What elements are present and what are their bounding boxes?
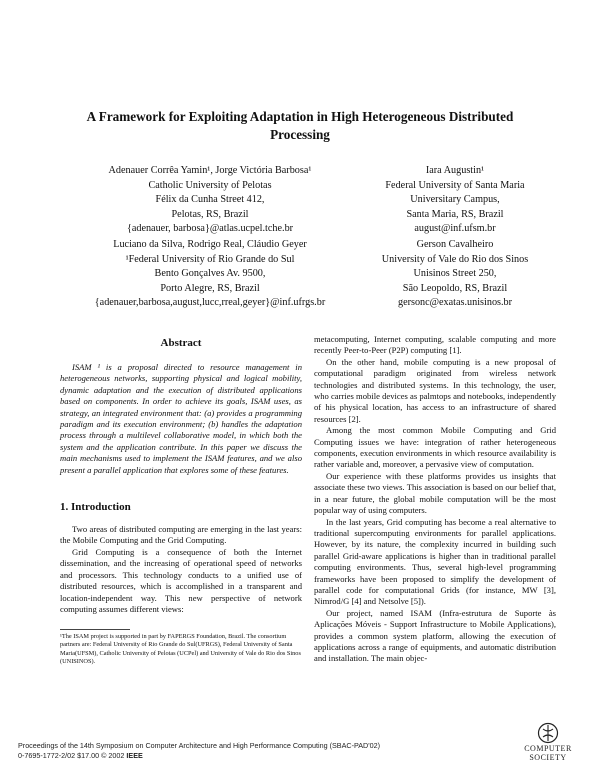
- right-column: [314, 334, 556, 665]
- author-names: Iara Augustin¹: [425, 165, 485, 176]
- proceedings-footer: [18, 741, 380, 761]
- ieee-computer-society-logo-icon: [537, 722, 559, 744]
- author-address: Bento Gonçalves Av. 9500,: [154, 268, 266, 279]
- author-names: Luciano da Silva, Rodrigo Real, Cláudio Geyer: [113, 239, 307, 250]
- author-block-ucpel: [52, 164, 368, 237]
- footer-ieee: IEEE: [126, 751, 143, 760]
- author-names: Gerson Cavalheiro: [416, 239, 494, 250]
- author-email: gersonc@exatas.unisinos.br: [397, 297, 513, 308]
- footnote-divider: [60, 629, 130, 630]
- logo-text-society: SOCIETY: [529, 753, 567, 762]
- author-address: Universitary Campus,: [410, 194, 500, 205]
- intro-paragraph: Grid Computing is a consequence of both the Internet dissemination, and the increasing of operational speed of networks and processors. This technology conducts to a unified use of distributed resources, which is accomplished in a transparent and location-independent way. This new perspective of network computing assumes different views:: [60, 546, 302, 614]
- body-paragraph: In the last years, Grid computing has become a real alternative to traditional supercomputing environments for parallel applications. However, by its nature, the complexity incurred in building such parallel Grid-aware applications is higher than in traditional parallel computing environments. Thus, several high-level programming frameworks have been proposed to simplify the development of parallel code for computational Grids (for instance, MW [3], Nimrod/G [4] and Netsolve [5]).: [314, 516, 556, 607]
- body-paragraph: On the other hand, mobile computing is a new proposal of computational paradigm originated from wireless network technologies and distributed systems. In this technology, the user, who carries mobile devices as palmtops and notebooks, independently of his physical location, has access to an infrastructure of shared resources [2].: [314, 356, 556, 424]
- author-email: {adenauer, barbosa}@atlas.ucpel.tche.br: [126, 223, 294, 234]
- footer-proceedings: Proceedings of the 14th Symposium on Computer Architecture and High Performance Computing (SBAC-PAD'02): [18, 741, 380, 750]
- introduction-heading: 1. Introduction: [60, 501, 131, 514]
- logo-text-computer: COMPUTER: [524, 744, 572, 753]
- author-block-ufsm: [350, 164, 560, 237]
- abstract-text: ISAM ¹ is a proposal directed to resource management in heterogeneous networks, supporting physical and logical mobility, dynamic adaptation and the execution of distributed applications based on components. In order to achieve its goals, ISAM uses, as strategy, an integrated environment that: (a) provides a programming paradigm and its execution environment; (b) handles the adaptation process through a multilevel collaborative model, in which both the system and the application contribute. In this paper we discuss the main mechanisms used to implement the ISAM features, and we also present a parallel application that explores some of these features.: [60, 362, 302, 475]
- body-paragraph: Our experience with these platforms provides us insights that associate these two views. This association is based on our belief that, in a near future, the global mobile computation will be the most popular way of using computers.: [314, 470, 556, 516]
- author-city: Porto Alegre, RS, Brazil: [160, 282, 260, 294]
- author-affiliation: Federal University of Santa Maria: [385, 179, 525, 191]
- author-address: Unisinos Street 250,: [413, 268, 497, 279]
- author-city: São Leopoldo, RS, Brazil: [402, 282, 508, 294]
- abstract-heading: Abstract: [160, 337, 202, 349]
- footer-isbn: 0-7695-1772-2/02 $17.00 © 2002: [18, 751, 127, 760]
- author-affiliation: University of Vale do Rio dos Sinos: [381, 253, 529, 265]
- computer-society-logo: [508, 722, 588, 770]
- intro-paragraph: Two areas of distributed computing are emerging in the last years: the Mobile Computing and the Grid Computing.: [60, 524, 302, 546]
- body-paragraph: Among the most common Mobile Computing and Grid Computing issues we have: integration of rather heterogeneous components, execution environments in which resource availability is rather variable and, moreover, a pervasive view of computation.: [314, 425, 556, 470]
- author-block-ufrgs: [52, 238, 368, 311]
- footer-copyright: [18, 751, 380, 761]
- author-names: Adenauer Corrêa Yamin¹, Jorge Victória Barbosa¹: [108, 165, 312, 176]
- author-city: Pelotas, RS, Brazil: [171, 208, 249, 220]
- author-email: {adenauer,barbosa,august,lucc,rreal,geyer}@inf.ufrgs.br: [94, 297, 326, 308]
- footnote: ¹The ISAM project is supported in part by FAPERGS Foundation, Brazil. The consortium partners are: Federal University of Rio Grande do Sul(UFRGS), Federal University of Santa Maria(UFSM), Catholic University of Pelotas (UCPel) and University of Vale do Rio dos Sinos (UNISINOS).: [60, 633, 301, 665]
- section-spacer: [60, 476, 302, 500]
- body-paragraph: metacomputing, Internet computing, scalable computing and more recently Peer-to-Peer (P2P) computing [1].: [314, 334, 556, 356]
- author-email: august@inf.ufsm.br: [414, 223, 496, 234]
- left-column: [60, 334, 302, 666]
- paper-title: A Framework for Exploiting Adaptation in High Heterogeneous Distributed Processing: [86, 109, 514, 142]
- author-city: Santa Maria, RS, Brazil: [406, 208, 504, 220]
- author-block-unisinos: [350, 238, 560, 311]
- author-address: Félix da Cunha Street 412,: [155, 194, 265, 205]
- author-affiliation: Catholic University of Pelotas: [148, 179, 272, 191]
- author-affiliation: ¹Federal University of Rio Grande do Sul: [125, 253, 295, 265]
- body-paragraph: Our project, named ISAM (Infra-estrutura de Suporte às Aplicações Móveis - Support Infrastructure to Mobile Applications), provides a common system platform, allowing the execution of applications across a range of equipments, and automatic distribution and installation. The main objec-: [314, 607, 556, 664]
